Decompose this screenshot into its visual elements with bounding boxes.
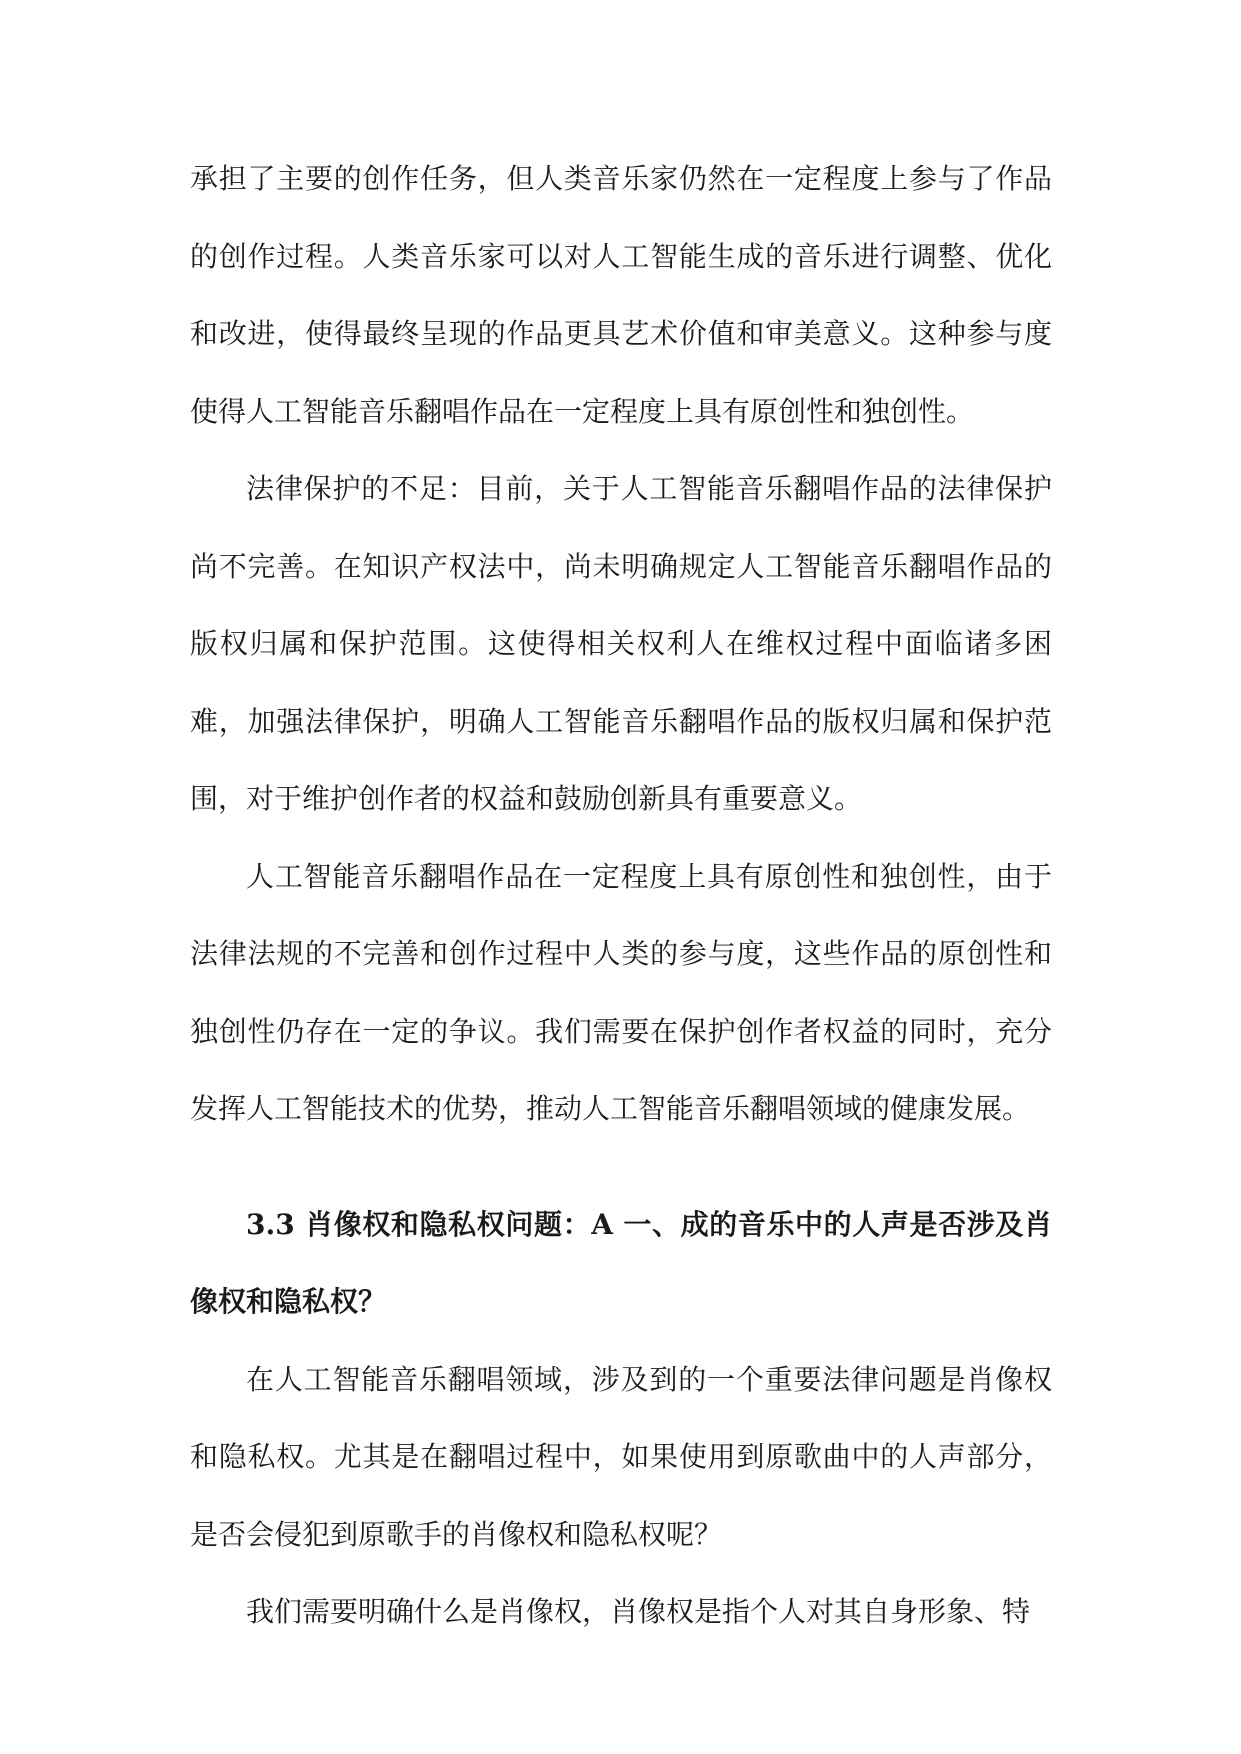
section-spacer [190,1148,1052,1186]
document-body [190,140,1052,1651]
section-heading: 3.3 肖像权和隐私权问题：A 一、成的音乐中的人声是否涉及肖像权和隐私权？ [190,1207,1052,1318]
paragraph-portrait-privacy-intro: 在人工智能音乐翻唱领域，涉及到的一个重要法律问题是肖像权和隐私权。尤其是在翻唱过程中，如果使用到原歌曲中的人声部分，是否会侵犯到原歌手的肖像权和隐私权呢？ [190,1362,1052,1551]
paragraph-continuation: 承担了主要的创作任务，但人类音乐家仍然在一定程度上参与了作品的创作过程。人类音乐家可以对人工智能生成的音乐进行调整、优化和改进，使得最终呈现的作品更具艺术价值和审美意义。这种参与度使得人工智能音乐翻唱作品在一定程度上具有原创性和独创性。 [190,162,1052,428]
paragraph-legal-protection: 法律保护的不足：目前，关于人工智能音乐翻唱作品的法律保护尚不完善。在知识产权法中，尚未明确规定人工智能音乐翻唱作品的版权归属和保护范围。这使得相关权利人在维权过程中面临诸多困难，加强法律保护，明确人工智能音乐翻唱作品的版权归属和保护范围，对于维护创作者的权益和鼓励创新具有重要意义。 [190,472,1052,815]
paragraph-portrait-definition: 我们需要明确什么是肖像权，肖像权是指个人对其自身形象、特 [246,1595,1031,1628]
paragraph-originality-summary: 人工智能音乐翻唱作品在一定程度上具有原创性和独创性，由于法律法规的不完善和创作过程中人类的参与度，这些作品的原创性和独创性仍存在一定的争议。我们需要在保护创作者权益的同时，充分发挥人工智能技术的优势，推动人工智能音乐翻唱领域的健康发展。 [190,859,1052,1125]
